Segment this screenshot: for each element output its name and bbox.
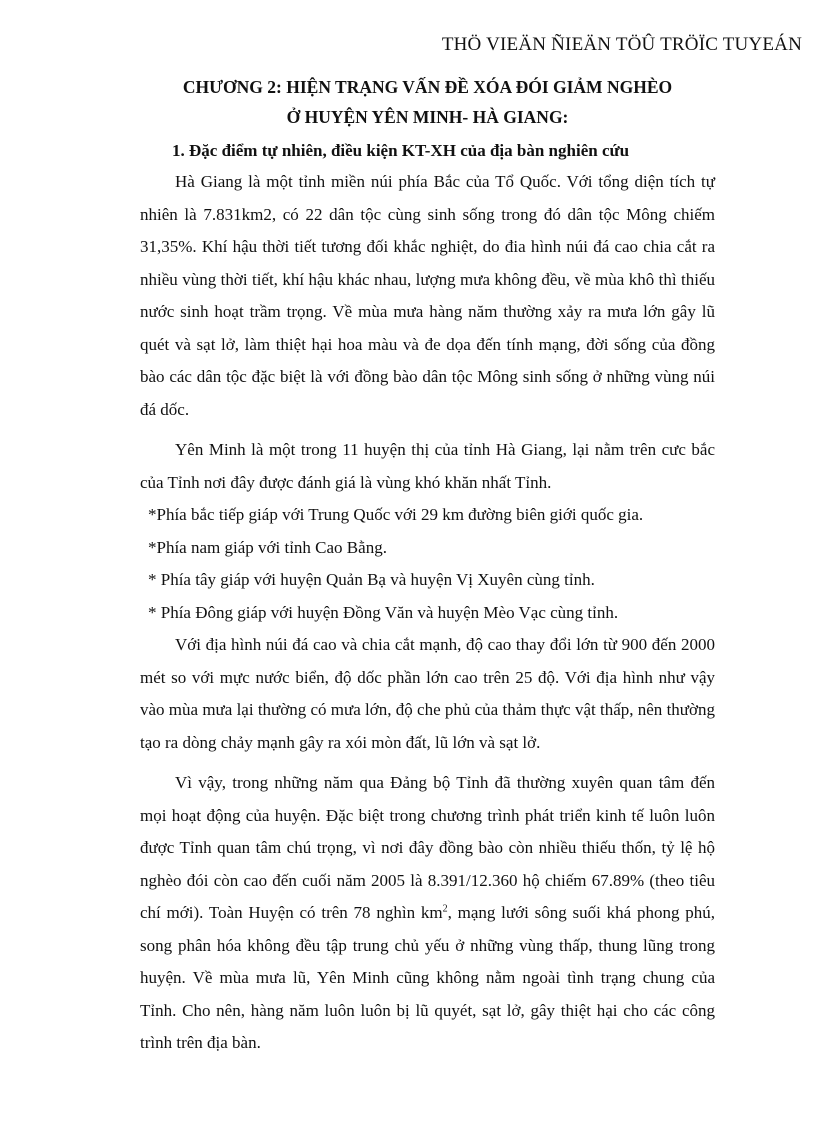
chapter-title-line-1: CHƯƠNG 2: HIỆN TRẠNG VẤN ĐỀ XÓA ĐÓI GIẢM NGHÈO [182,77,673,97]
paragraph-poverty-situation [140,767,715,1060]
paragraph-poverty-text-2: , mạng lưới sông suối khá phong phú, song phân hóa không đều tập trung chủ yếu ở những vùng thấp, thung lũng trong huyện. Về mùa mưa lũ, Yên Minh cũng không nằm ngoài tình trạng chung của Tỉnh. Cho nên, hàng năm luôn luôn bị lũ quyét, sạt lở, gây thiệt hại cho các công trình trên địa bàn. [140,903,716,1052]
border-bullet-north: *Phía bắc tiếp giáp với Trung Quốc với 29 km đường biên giới quốc gia. [148,505,644,524]
border-bullet-south: *Phía nam giáp với tỉnh Cao Bằng. [148,537,387,557]
section-heading: 1. Đặc điểm tự nhiên, điều kiện KT-XH của địa bàn nghiên cứu [172,141,630,160]
paragraph-yen-minh-intro: Yên Minh là một trong 11 huyện thị của tỉnh Hà Giang, lại nằm trên cưc bắc của Tỉnh nơi đây được đánh giá là vùng khó khăn nhất Tỉnh. [140,440,715,492]
paragraph-ha-giang-overview: Hà Giang là một tỉnh miền núi phía Bắc của Tổ Quốc. Với tổng diện tích tự nhiên là 7.831km2, có 22 dân tộc cùng sinh sống trong đó dân tộc Mông chiếm 31,35%. Khí hậu thời tiết tương đối khắc nghiệt, do đia hình núi đá cao chia cắt ra nhiều vùng thời tiết, khí hậu khác nhau, lượng mưa không đều, về mùa khô thì thiếu nước sinh hoạt trầm trọng. Về mùa mưa hàng năm thường xảy ra mưa lớn gây lũ quét và sạt lở, làm thiệt hại hoa màu và đe dọa đến tính mạng, đời sống của đồng bào các dân tộc đặc biệt là với đồng bào dân tộc Mông sinh sống ở những vùng núi đá dốc. [140,172,715,419]
paragraph-terrain: Với địa hình núi đá cao và chia cắt mạnh, độ cao thay đổi lớn từ 900 đến 2000 mét so với mực nước biển, độ dốc phần lớn cao trên 25 độ. Với địa hình như vậy vào mùa mưa lại thường có mưa lớn, độ che phủ của thảm thực vật thấp, nên thường tạo ra dòng chảy mạnh gây ra xói mòn đất, lũ lớn và sạt lở. [140,635,715,752]
border-bullet-east: * Phía Đông giáp với huyện Đồng Văn và huyện Mèo Vạc cùng tỉnh. [148,602,619,622]
area-unit-superscript: 2 [442,903,448,915]
library-watermark-header: THÖ VIEÄN ÑIEÄN TÖÛ TRÖÏC TUYEÁN [441,34,802,55]
border-bullet-west: * Phía tây giáp với huyện Quản Bạ và huyện Vị Xuyên cùng tỉnh. [148,570,595,589]
document-page [140,72,715,1060]
chapter-title-line-2: Ở HUYỆN YÊN MINH- HÀ GIANG: [286,107,569,127]
paragraph-poverty-text-1: Vì vậy, trong những năm qua Đảng bộ Tỉnh đã thường xuyên quan tâm đến mọi hoạt động của huyện. Đặc biệt trong chương trình phát triển kinh tế luôn luôn được Tỉnh quan tâm chú trọng, vì nơi đây đồng bào còn nhiều thiếu thốn, tỷ lệ hộ nghèo đói còn cao đến cuối năm 2005 là 8.391/12.360 hộ chiếm 67.89% (theo tiêu chí mới). Toàn Huyện có trên 78 nghìn km [140,773,715,922]
